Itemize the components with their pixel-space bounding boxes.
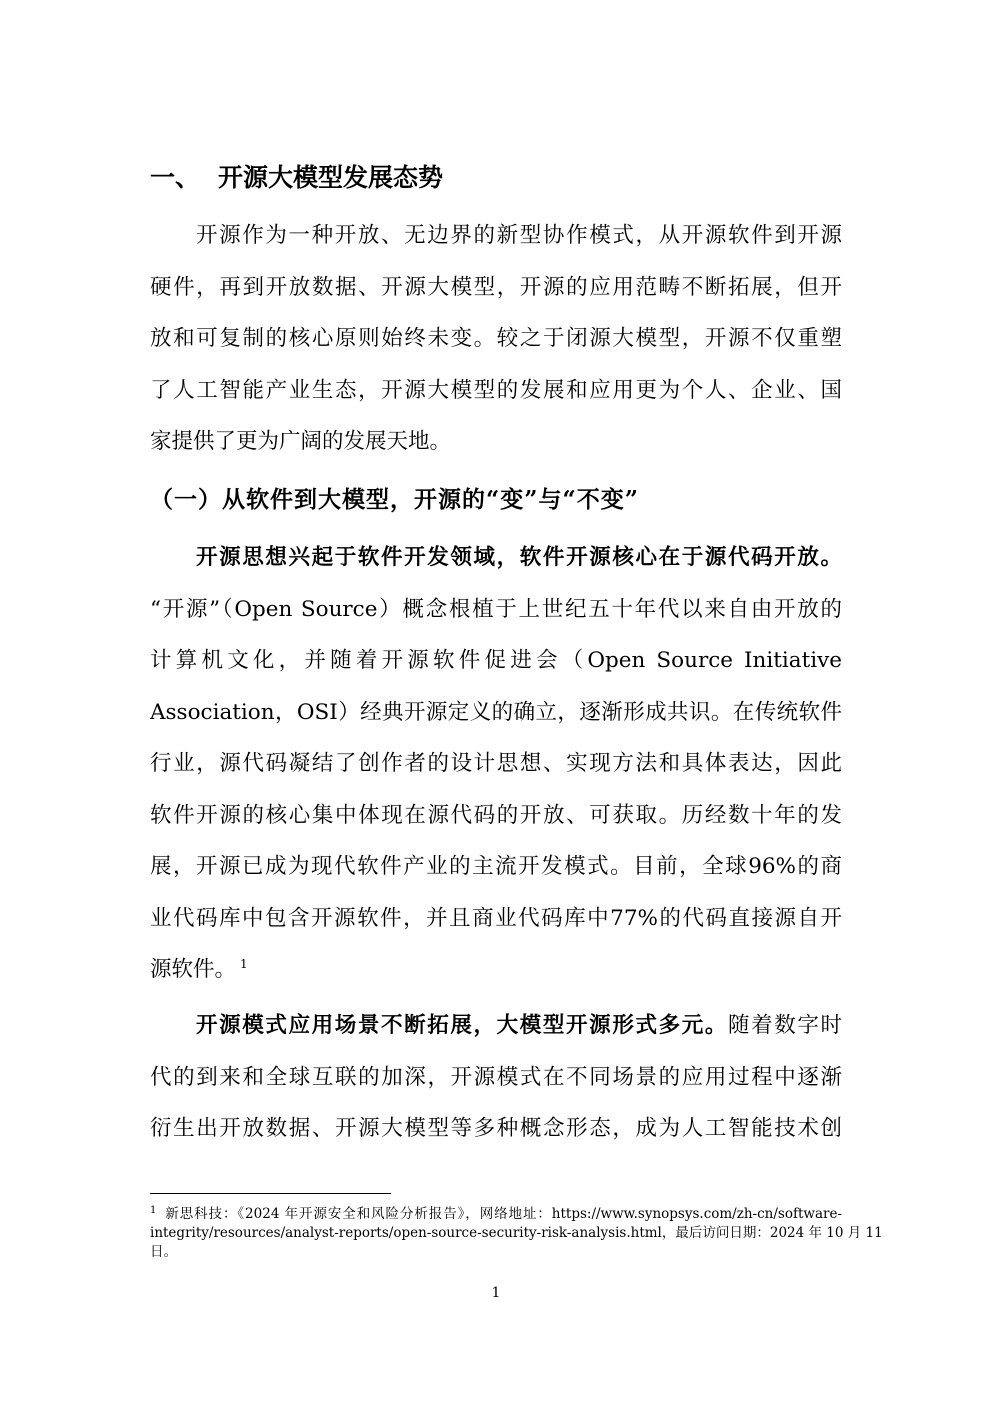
section-title: 开源大模型发展态势 [218,163,444,192]
paragraph-line: 家提供了更为广阔的发展天地。 [150,429,452,454]
paragraph-line: 硬件，再到开放数据、开源大模型，开源的应用范畴不断拓展，但开 [150,274,842,300]
paragraph-text: 源软件。 [150,957,237,982]
footnote-line: 日。 [150,1244,177,1260]
paragraph-line [150,1000,842,1052]
footnote-line: integrity/resources/analyst-reports/open-source-security-risk-analysis.html，最后访问日期：2024 年 10 月 11 [150,1225,883,1241]
paragraph-application-scenarios [150,1000,842,1155]
paragraph-line: 展，开源已成为现代软件产业的主流开发模式。目前，全球96%的商 [150,854,842,879]
footnote-reference: 1 [240,956,248,971]
paragraph-line: 计算机文化，并随着开源软件促进会（Open Source Initiative [150,648,842,673]
paragraph-line: 软件开源的核心集中体现在源代码的开放、可获取。历经数十年的发 [150,802,842,828]
footnote-divider [150,1193,391,1194]
footnote [150,1204,883,1262]
section-number: 一、 [150,163,201,192]
paragraph-line [150,944,842,996]
paragraph-line: 开源作为一种开放、无边界的新型协作模式，从开源软件到开源 [196,223,842,248]
footnote-line [150,1205,842,1224]
paragraph-line: 代的到来和全球互联的加深，开源模式在不同场景的应用过程中逐渐 [150,1064,842,1090]
paragraph-line [150,532,842,584]
paragraph-line: 业代码库中包含开源软件，并且商业代码库中77%的代码直接源自开 [150,905,842,931]
page-number: 1 [491,1285,501,1301]
subsection-heading: （一）从软件到大模型，开源的“变”与“不变” [150,486,639,513]
paragraph-text: 随着数字时 [727,1013,842,1038]
paragraph-line: 行业，源代码凝结了创作者的设计思想、实现方法和具体表达，因此 [150,751,842,776]
footnote-text: 新思科技：《2024 年开源安全和风险分析报告》，网络地址：https://www.synopsys.com/zh-cn/software- [164,1206,842,1222]
paragraph-line: “开源”（Open Source）概念根植于上世纪五十年代以来自由开放的 [150,596,842,622]
paragraph-lead-bold: 开源模式应用场景不断拓展，大模型开源形式多元。 [196,1013,728,1038]
paragraph-lead-bold: 开源思想兴起于软件开发领域，软件开源核心在于源代码开放。 [196,545,842,570]
paragraph-line: 衍生出开放数据、开源大模型等多种概念形态，成为人工智能技术创 [150,1116,842,1141]
paragraph-line: 了人工智能产业生态，开源大模型的发展和应用更为个人、企业、国 [150,377,842,403]
paragraph-intro [150,210,842,468]
paragraph-software-open-source [150,532,842,996]
paragraph-line: 放和可复制的核心原则始终未变。较之于闭源大模型，开源不仅重塑 [150,326,842,351]
section-heading [150,158,443,198]
paragraph-line: Association，OSI）经典开源定义的确立，逐渐形成共识。在传统软件 [150,699,842,725]
footnote-mark: 1 [150,1204,157,1216]
